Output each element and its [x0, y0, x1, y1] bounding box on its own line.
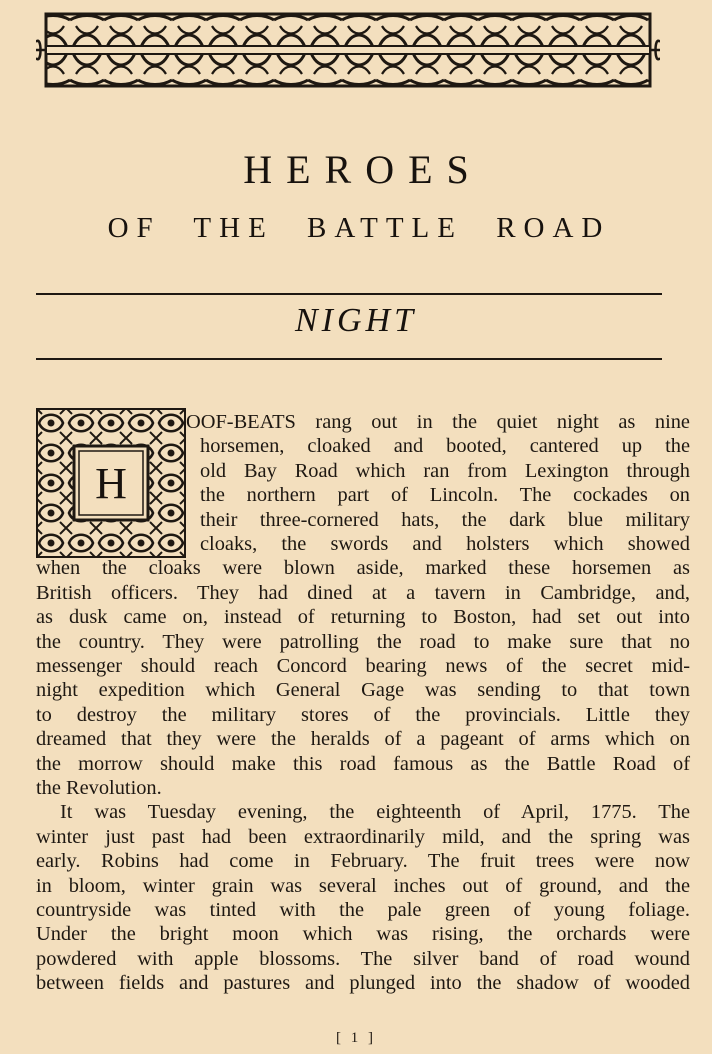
text-line: It was Tuesday evening, the eighteenth of April, 1775. The — [60, 801, 690, 824]
text-line: countryside was tinted with the pale green of young foliage. — [36, 899, 690, 921]
text-line: British officers. They had dined at a tavern in Cambridge, and, — [36, 581, 690, 604]
text-line: the northern part of Lincoln. The cockades on — [200, 484, 690, 507]
text-line: between fields and pastures and plunged into the shadow of wooded — [36, 972, 690, 995]
text-line: the country. They were patrolling the road to make sure that no — [36, 630, 690, 653]
text-line: horsemen, cloaked and booted, cantered up the — [200, 435, 690, 458]
text-line: when the cloaks were blown aside, marked these horsemen as — [36, 557, 690, 580]
text-line: their three-cornered hats, the dark blue military — [200, 508, 690, 531]
text-line: winter just past had been extraordinarily mild, and the spring was — [36, 825, 690, 848]
text-line: the morrow should make this road famous as the Battle Road of — [36, 752, 690, 775]
bottom-rule — [36, 358, 662, 360]
text-line: early. Robins had come in February. The fruit trees were now — [36, 850, 690, 873]
text-line: the Revolution. — [36, 777, 162, 799]
book-title: HEROES — [243, 147, 483, 192]
text-line: powdered with apple blossoms. The silver band of road wound — [36, 947, 690, 970]
top-rule — [36, 293, 662, 295]
text-line: old Bay Road which ran from Lexington through — [200, 459, 690, 482]
text-line: Under the bright moon which was rising, the orchards were — [36, 923, 690, 946]
text-line: messenger should reach Concord bearing news of the secret mid- — [36, 655, 690, 677]
drop-cap-letter: H — [95, 458, 127, 508]
ornamental-header-band — [36, 12, 660, 88]
text-line: OOF-BEATS rang out in the quiet night as nine — [186, 411, 690, 433]
chapter-title: NIGHT — [294, 302, 418, 339]
text-line: in bloom, winter grain was several inches out of ground, and the — [36, 874, 690, 897]
text-line: to destroy the military stores of the provincials. Little they — [36, 703, 690, 726]
text-line: dreamed that they were the heralds of a pageant of arms which on — [36, 728, 690, 751]
text-line: as dusk came on, instead of returning to Boston, had set out into — [36, 606, 690, 629]
book-subtitle: OF THE BATTLE ROAD — [107, 212, 611, 244]
text-line: night expedition which General Gage was sending to that town — [36, 679, 690, 702]
text-line: cloaks, the swords and holsters which showed — [200, 533, 690, 555]
page-number: [ 1 ] — [336, 1030, 376, 1046]
